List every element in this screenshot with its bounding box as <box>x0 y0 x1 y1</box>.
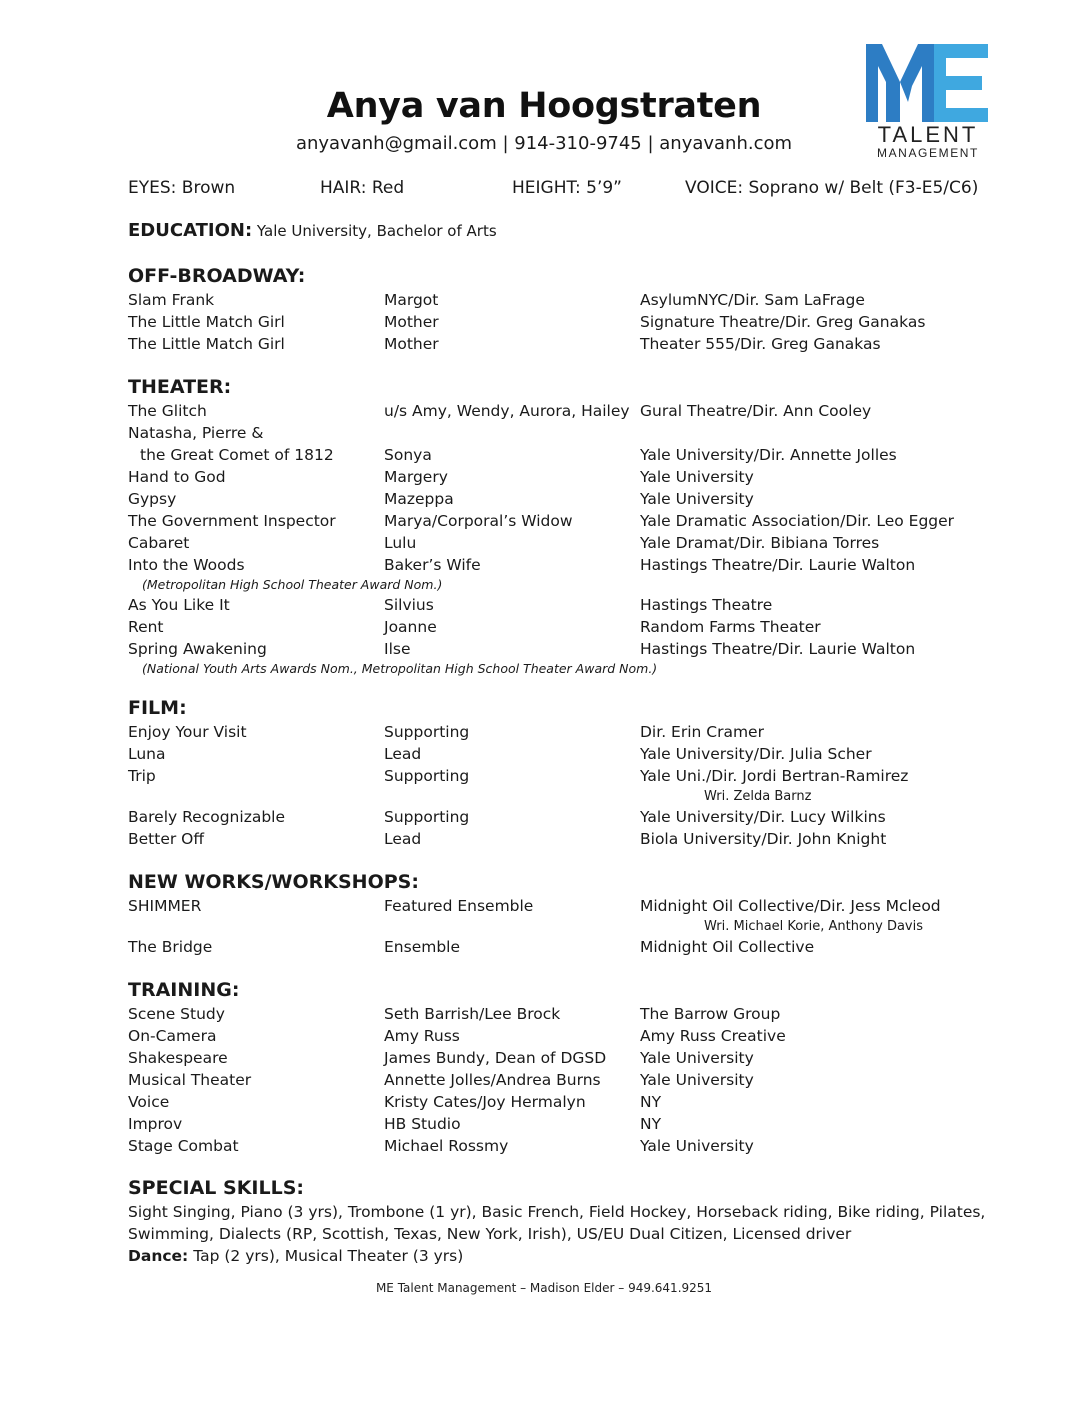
table-row <box>128 1135 968 1157</box>
credit-role: Margot <box>384 291 439 309</box>
credit-title: Cabaret <box>128 534 190 552</box>
credit-venue: AsylumNYC/Dir. Sam LaFrage <box>640 291 865 309</box>
training-teacher: Amy Russ <box>384 1027 460 1045</box>
training-school: Yale University <box>640 1137 754 1155</box>
stat-hair: HAIR: Red <box>320 178 405 198</box>
credit-role: Ensemble <box>384 938 461 956</box>
credit-venue: Yale University/Dir. Julia Scher <box>640 745 872 763</box>
training-subject: Voice <box>128 1093 170 1111</box>
training-school: Yale University <box>640 1071 754 1089</box>
credit-role: Featured Ensemble <box>384 897 534 915</box>
table-row <box>128 828 968 850</box>
credit-title: Enjoy Your Visit <box>128 723 247 741</box>
credit-title: SHIMMER <box>128 897 202 915</box>
training-subject: Shakespeare <box>128 1049 228 1067</box>
theater-section <box>128 374 968 678</box>
writer-credit-text: Wri. Zelda Barnz <box>704 789 812 804</box>
credit-role: Joanne <box>384 618 437 636</box>
section-title: THEATER: <box>128 376 232 398</box>
credit-role: u/s Amy, Wendy, Aurora, Hailey <box>384 402 630 420</box>
table-row <box>128 422 968 444</box>
agency-footer: ME Talent Management – Madison Elder – 949.641.9251 <box>375 1281 713 1295</box>
table-row <box>128 1113 968 1135</box>
training-subject: Improv <box>128 1115 183 1133</box>
training-subject: On-Camera <box>128 1027 217 1045</box>
table-row <box>128 594 968 616</box>
credit-role: Marya/Corporal’s Widow <box>384 512 573 530</box>
credit-title: Gypsy <box>128 490 177 508</box>
off-broadway-section <box>128 263 968 355</box>
table-row <box>128 554 968 576</box>
credit-title: Rent <box>128 618 164 636</box>
dance-label: Dance: <box>128 1247 189 1265</box>
training-teacher: James Bundy, Dean of DGSD <box>384 1049 607 1067</box>
credit-role: Silvius <box>384 596 434 614</box>
section-title: OFF-BROADWAY: <box>128 265 306 287</box>
training-subject: Stage Combat <box>128 1137 239 1155</box>
training-school: Amy Russ Creative <box>640 1027 786 1045</box>
credit-venue: Gural Theatre/Dir. Ann Cooley <box>640 402 872 420</box>
credit-venue: Midnight Oil Collective <box>640 938 815 956</box>
credit-venue: Yale University/Dir. Lucy Wilkins <box>640 808 886 826</box>
credit-title: Slam Frank <box>128 291 215 309</box>
training-teacher: Annette Jolles/Andrea Burns <box>384 1071 601 1089</box>
credit-role: Baker’s Wife <box>384 556 481 574</box>
credit-venue: Yale University <box>640 468 754 486</box>
table-row <box>128 1091 968 1113</box>
skills-line-2: Swimming, Dialects (RP, Scottish, Texas, New York, Irish), US/EU Dual Citizen, Licensed driver <box>128 1225 852 1243</box>
table-row <box>128 721 968 743</box>
credit-title: The Bridge <box>128 938 213 956</box>
table-row <box>128 400 968 422</box>
table-row <box>128 333 968 355</box>
table-row <box>128 510 968 532</box>
credit-venue: Hastings Theatre <box>640 596 773 614</box>
table-row <box>128 532 968 554</box>
credit-venue: Yale Uni./Dir. Jordi Bertran-Ramirez <box>640 767 909 785</box>
stat-height: HEIGHT: 5’9” <box>512 178 622 198</box>
credit-role: Sonya <box>384 446 432 464</box>
table-row <box>128 765 968 787</box>
table-row <box>128 936 968 958</box>
training-section <box>128 977 968 1157</box>
credit-venue: Yale Dramat/Dir. Bibiana Torres <box>640 534 880 552</box>
training-school: NY <box>640 1093 662 1111</box>
credit-title: Hand to God <box>128 468 226 486</box>
credit-title: Into the Woods <box>128 556 245 574</box>
credit-title: The Little Match Girl <box>128 313 285 331</box>
credit-title: Trip <box>128 767 156 785</box>
education-label: EDUCATION: <box>128 220 253 241</box>
logo-word-talent: TALENT <box>877 122 979 147</box>
credit-venue: Yale University/Dir. Annette Jolles <box>640 446 897 464</box>
credit-role: Mazeppa <box>384 490 454 508</box>
credit-title: the Great Comet of 1812 <box>140 446 334 464</box>
credit-role: Lulu <box>384 534 417 552</box>
credit-role: Margery <box>384 468 448 486</box>
dance-line <box>128 1245 988 1267</box>
new-works-section <box>128 869 968 958</box>
training-teacher: Seth Barrish/Lee Brock <box>384 1005 561 1023</box>
training-teacher: Kristy Cates/Joy Hermalyn <box>384 1093 586 1111</box>
training-school: Yale University <box>640 1049 754 1067</box>
education-line <box>128 220 497 241</box>
table-row <box>128 1003 968 1025</box>
table-row <box>128 311 968 333</box>
credit-venue: Dir. Erin Cramer <box>640 723 764 741</box>
award-note: (Metropolitan High School Theater Award Nom.) <box>142 577 443 592</box>
credit-title: Better Off <box>128 830 205 848</box>
credit-venue: Yale Dramatic Association/Dir. Leo Egger <box>640 512 955 530</box>
table-row <box>128 743 968 765</box>
writer-credit <box>128 917 968 936</box>
table-row <box>128 638 968 660</box>
table-row <box>128 466 968 488</box>
table-row <box>128 616 968 638</box>
credit-venue: Signature Theatre/Dir. Greg Ganakas <box>640 313 926 331</box>
credit-role: Mother <box>384 335 439 353</box>
award-note: (National Youth Arts Awards Nom., Metropolitan High School Theater Award Nom.) <box>142 661 658 676</box>
credit-role: Mother <box>384 313 439 331</box>
applicant-name: Anya van Hoogstraten <box>326 86 762 126</box>
dance-value: Tap (2 yrs), Musical Theater (3 yrs) <box>188 1247 464 1265</box>
credit-venue: Midnight Oil Collective/Dir. Jess Mcleod <box>640 897 941 915</box>
special-skills-section <box>128 1175 988 1267</box>
credit-role: Supporting <box>384 767 470 785</box>
training-school: The Barrow Group <box>640 1005 781 1023</box>
table-row <box>128 1069 968 1091</box>
section-title: SPECIAL SKILLS: <box>128 1177 305 1199</box>
credit-venue: Random Farms Theater <box>640 618 821 636</box>
credit-title: The Government Inspector <box>128 512 336 530</box>
credit-role: Supporting <box>384 723 470 741</box>
credit-role: Ilse <box>384 640 411 658</box>
table-row <box>128 289 968 311</box>
section-title: FILM: <box>128 697 187 719</box>
stat-voice: VOICE: Soprano w/ Belt (F3-E5/C6) <box>685 178 979 198</box>
education-value: Yale University, Bachelor of Arts <box>252 222 497 240</box>
credit-title: Luna <box>128 745 166 763</box>
skills-line-1: Sight Singing, Piano (3 yrs), Trombone (1 yr), Basic French, Field Hockey, Horseback riding, Bike riding, Pilates, <box>128 1203 986 1221</box>
training-subject: Scene Study <box>128 1005 225 1023</box>
writer-credit <box>128 787 968 806</box>
logo-word-management: MANAGEMENT <box>876 146 980 160</box>
credit-venue: Hastings Theatre/Dir. Laurie Walton <box>640 640 916 658</box>
credit-venue: Hastings Theatre/Dir. Laurie Walton <box>640 556 916 574</box>
training-subject: Musical Theater <box>128 1071 252 1089</box>
table-row <box>128 444 968 466</box>
credit-title: Natasha, Pierre & <box>128 424 264 442</box>
table-row <box>128 895 968 917</box>
credit-title: The Glitch <box>128 402 207 420</box>
credit-title: The Little Match Girl <box>128 335 285 353</box>
table-row <box>128 488 968 510</box>
table-row <box>128 806 968 828</box>
film-section <box>128 695 968 850</box>
table-row <box>128 1025 968 1047</box>
training-school: NY <box>640 1115 662 1133</box>
section-title: NEW WORKS/WORKSHOPS: <box>128 871 419 893</box>
credit-role: Lead <box>384 830 422 848</box>
credit-venue: Theater 555/Dir. Greg Ganakas <box>640 335 881 353</box>
credit-venue: Yale University <box>640 490 754 508</box>
stat-eyes: EYES: Brown <box>128 178 236 198</box>
writer-credit-text: Wri. Michael Korie, Anthony Davis <box>704 919 924 934</box>
credit-title: Barely Recognizable <box>128 808 286 826</box>
section-title: TRAINING: <box>128 979 240 1001</box>
training-teacher: Michael Rossmy <box>384 1137 509 1155</box>
table-row <box>128 1047 968 1069</box>
credit-role: Lead <box>384 745 422 763</box>
credit-title: As You Like It <box>128 596 230 614</box>
credit-role: Supporting <box>384 808 470 826</box>
credit-venue: Biola University/Dir. John Knight <box>640 830 887 848</box>
credit-title: Spring Awakening <box>128 640 267 658</box>
contact-line: anyavanh@gmail.com | 914-310-9745 | anyavanh.com <box>295 133 793 154</box>
training-teacher: HB Studio <box>384 1115 461 1133</box>
